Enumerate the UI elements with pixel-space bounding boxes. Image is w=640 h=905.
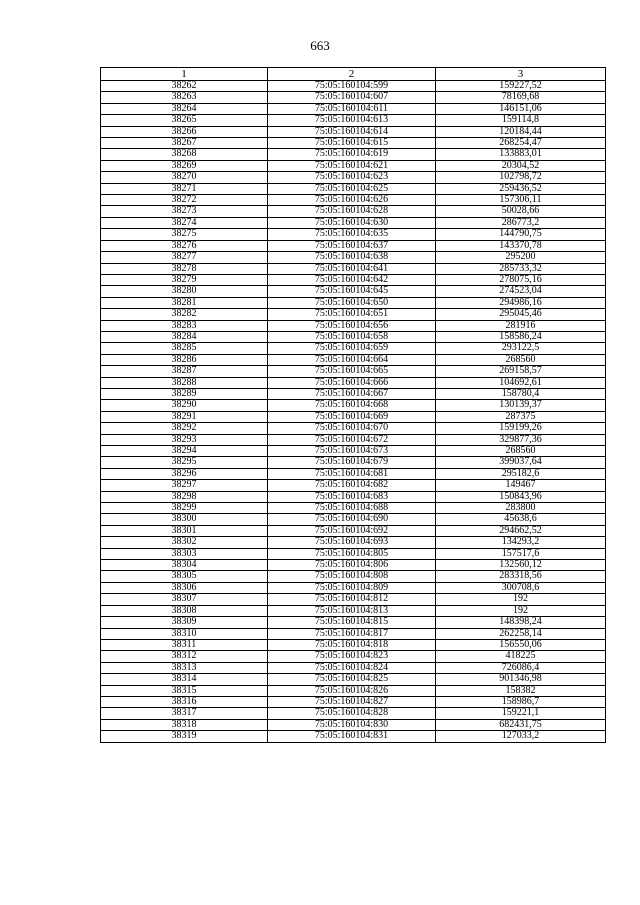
column-header-2: 2 [268,68,436,81]
table-row [101,582,606,593]
cadastral-number-cell: 75:05:160104:667 [268,388,436,399]
value-cell: 283318,56 [436,571,606,582]
value-cell: 157306,11 [436,195,606,206]
row-number-cell: 38296 [101,468,268,479]
table-row [101,731,606,742]
table-row [101,286,606,297]
table-row [101,366,606,377]
value-cell: 682431,75 [436,719,606,730]
table-row [101,149,606,160]
row-number-cell: 38267 [101,138,268,149]
value-cell: 262258,14 [436,628,606,639]
table-row [101,297,606,308]
value-cell: 158780,4 [436,388,606,399]
value-cell: 20304,52 [436,160,606,171]
cadastral-number-cell: 75:05:160104:625 [268,183,436,194]
cadastral-number-cell: 75:05:160104:626 [268,195,436,206]
value-cell: 268560 [436,446,606,457]
table-row [101,331,606,342]
row-number-cell: 38273 [101,206,268,217]
table-row [101,468,606,479]
table-row [101,411,606,422]
value-cell: 132560,12 [436,560,606,571]
value-cell: 157517,6 [436,548,606,559]
row-number-cell: 38315 [101,685,268,696]
table-row [101,309,606,320]
value-cell: 300708,6 [436,582,606,593]
cadastral-number-cell: 75:05:160104:658 [268,331,436,342]
table-row [101,388,606,399]
table-row [101,274,606,285]
cadastral-number-cell: 75:05:160104:813 [268,605,436,616]
row-number-cell: 38264 [101,103,268,114]
value-cell: 295182,6 [436,468,606,479]
row-number-cell: 38274 [101,217,268,228]
table-row [101,696,606,707]
value-cell: 50028,66 [436,206,606,217]
row-number-cell: 38297 [101,480,268,491]
row-number-cell: 38288 [101,377,268,388]
value-cell: 269158,57 [436,366,606,377]
table-row [101,685,606,696]
value-cell: 133883,01 [436,149,606,160]
row-number-cell: 38294 [101,446,268,457]
row-number-cell: 38281 [101,297,268,308]
value-cell: 294986,16 [436,297,606,308]
cadastral-number-cell: 75:05:160104:688 [268,503,436,514]
cadastral-number-cell: 75:05:160104:635 [268,229,436,240]
cadastral-number-cell: 75:05:160104:664 [268,354,436,365]
table-row [101,217,606,228]
page-number: 663 [310,38,330,53]
table-row [101,605,606,616]
cadastral-number-cell: 75:05:160104:651 [268,309,436,320]
value-cell: 158586,24 [436,331,606,342]
row-number-cell: 38265 [101,115,268,126]
value-cell: 120184,44 [436,126,606,137]
table-row [101,377,606,388]
cadastral-number-cell: 75:05:160104:659 [268,343,436,354]
value-cell: 148398,24 [436,617,606,628]
row-number-cell: 38295 [101,457,268,468]
cadastral-number-cell: 75:05:160104:808 [268,571,436,582]
table-row [101,263,606,274]
cadastral-number-cell: 75:05:160104:613 [268,115,436,126]
value-cell: 78169,68 [436,92,606,103]
row-number-cell: 38312 [101,651,268,662]
value-cell: 149467 [436,480,606,491]
value-cell: 295200 [436,252,606,263]
value-cell: 158986,7 [436,696,606,707]
table-header [101,68,606,81]
value-cell: 268560 [436,354,606,365]
table-row [101,195,606,206]
table-row [101,594,606,605]
value-cell: 418225 [436,651,606,662]
value-cell: 399037,64 [436,457,606,468]
row-number-cell: 38289 [101,388,268,399]
cadastral-number-cell: 75:05:160104:830 [268,719,436,730]
row-number-cell: 38304 [101,560,268,571]
table-row [101,172,606,183]
cadastral-number-cell: 75:05:160104:614 [268,126,436,137]
table-row [101,571,606,582]
table-row [101,674,606,685]
row-number-cell: 38300 [101,514,268,525]
row-number-cell: 38271 [101,183,268,194]
cadastral-number-cell: 75:05:160104:690 [268,514,436,525]
cadastral-number-cell: 75:05:160104:599 [268,81,436,92]
row-number-cell: 38310 [101,628,268,639]
row-number-cell: 38318 [101,719,268,730]
cadastral-number-cell: 75:05:160104:673 [268,446,436,457]
cadastral-number-cell: 75:05:160104:669 [268,411,436,422]
cadastral-number-cell: 75:05:160104:619 [268,149,436,160]
table-row [101,115,606,126]
cadastral-number-cell: 75:05:160104:683 [268,491,436,502]
cadastral-number-cell: 75:05:160104:812 [268,594,436,605]
row-number-cell: 38299 [101,503,268,514]
table-row [101,446,606,457]
cadastral-number-cell: 75:05:160104:679 [268,457,436,468]
row-number-cell: 38284 [101,331,268,342]
value-cell: 130139,37 [436,400,606,411]
value-cell: 281916 [436,320,606,331]
cadastral-number-cell: 75:05:160104:621 [268,160,436,171]
cadastral-number-cell: 75:05:160104:615 [268,138,436,149]
row-number-cell: 38307 [101,594,268,605]
table-row [101,160,606,171]
cadastral-number-cell: 75:05:160104:809 [268,582,436,593]
table-row [101,92,606,103]
cadastral-number-cell: 75:05:160104:681 [268,468,436,479]
value-cell: 192 [436,594,606,605]
cadastral-number-cell: 75:05:160104:628 [268,206,436,217]
table-row [101,126,606,137]
table-row [101,320,606,331]
cadastral-number-cell: 75:05:160104:682 [268,480,436,491]
table-row [101,354,606,365]
table-row [101,138,606,149]
cadastral-number-cell: 75:05:160104:638 [268,252,436,263]
header-row [101,68,606,81]
row-number-cell: 38280 [101,286,268,297]
table-row [101,240,606,251]
row-number-cell: 38306 [101,582,268,593]
row-number-cell: 38279 [101,274,268,285]
value-cell: 285733,32 [436,263,606,274]
row-number-cell: 38319 [101,731,268,742]
table-row [101,628,606,639]
row-number-cell: 38268 [101,149,268,160]
value-cell: 45638,6 [436,514,606,525]
cadastral-number-cell: 75:05:160104:670 [268,423,436,434]
value-cell: 102798,72 [436,172,606,183]
row-number-cell: 38290 [101,400,268,411]
cadastral-number-cell: 75:05:160104:823 [268,651,436,662]
table-row [101,651,606,662]
value-cell: 127033,2 [436,731,606,742]
column-header-3: 3 [436,68,606,81]
cadastral-number-cell: 75:05:160104:665 [268,366,436,377]
table-row [101,103,606,114]
row-number-cell: 38316 [101,696,268,707]
row-number-cell: 38272 [101,195,268,206]
column-header-1: 1 [101,68,268,81]
value-cell: 192 [436,605,606,616]
value-cell: 159199,26 [436,423,606,434]
value-cell: 259436,52 [436,183,606,194]
row-number-cell: 38317 [101,708,268,719]
value-cell: 278075,16 [436,274,606,285]
row-number-cell: 38314 [101,674,268,685]
value-cell: 726086,4 [436,662,606,673]
value-cell: 287375 [436,411,606,422]
value-cell: 158382 [436,685,606,696]
row-number-cell: 38283 [101,320,268,331]
cadastral-number-cell: 75:05:160104:805 [268,548,436,559]
row-number-cell: 38302 [101,537,268,548]
table-row [101,423,606,434]
row-number-cell: 38278 [101,263,268,274]
cadastral-number-cell: 75:05:160104:806 [268,560,436,571]
cadastral-number-cell: 75:05:160104:672 [268,434,436,445]
cadastral-number-cell: 75:05:160104:642 [268,274,436,285]
row-number-cell: 38275 [101,229,268,240]
table-row [101,183,606,194]
value-cell: 329877,36 [436,434,606,445]
value-cell: 144790,75 [436,229,606,240]
row-number-cell: 38270 [101,172,268,183]
row-number-cell: 38301 [101,525,268,536]
table-row [101,434,606,445]
row-number-cell: 38291 [101,411,268,422]
cadastral-number-cell: 75:05:160104:668 [268,400,436,411]
value-cell: 274523,04 [436,286,606,297]
value-cell: 294662,52 [436,525,606,536]
table-row [101,617,606,628]
row-number-cell: 38303 [101,548,268,559]
cadastral-number-cell: 75:05:160104:611 [268,103,436,114]
cadastral-number-cell: 75:05:160104:692 [268,525,436,536]
table-row [101,503,606,514]
cadastral-number-cell: 75:05:160104:650 [268,297,436,308]
table-row [101,252,606,263]
row-number-cell: 38287 [101,366,268,377]
table-row [101,480,606,491]
cadastral-number-cell: 75:05:160104:818 [268,639,436,650]
value-cell: 156550,06 [436,639,606,650]
table-row [101,639,606,650]
cadastral-number-cell: 75:05:160104:827 [268,696,436,707]
value-cell: 159227,52 [436,81,606,92]
table-row [101,514,606,525]
table-row [101,662,606,673]
value-cell: 159114,8 [436,115,606,126]
value-cell: 146151,06 [436,103,606,114]
cadastral-number-cell: 75:05:160104:656 [268,320,436,331]
row-number-cell: 38263 [101,92,268,103]
cadastral-number-cell: 75:05:160104:817 [268,628,436,639]
value-cell: 134293,2 [436,537,606,548]
table-row [101,537,606,548]
table-row [101,81,606,92]
cadastral-number-cell: 75:05:160104:641 [268,263,436,274]
table-row [101,457,606,468]
table-row [101,719,606,730]
row-number-cell: 38309 [101,617,268,628]
cadastral-number-cell: 75:05:160104:828 [268,708,436,719]
row-number-cell: 38266 [101,126,268,137]
cadastral-number-cell: 75:05:160104:623 [268,172,436,183]
row-number-cell: 38308 [101,605,268,616]
table-row [101,343,606,354]
cadastral-number-cell: 75:05:160104:815 [268,617,436,628]
value-cell: 150843,96 [436,491,606,502]
cadastral-number-cell: 75:05:160104:826 [268,685,436,696]
row-number-cell: 38313 [101,662,268,673]
cadastral-number-cell: 75:05:160104:693 [268,537,436,548]
cadastral-number-cell: 75:05:160104:824 [268,662,436,673]
table-body [101,81,606,743]
table-row [101,491,606,502]
value-cell: 901346,98 [436,674,606,685]
value-cell: 286773,2 [436,217,606,228]
table-row [101,206,606,217]
cadastral-number-cell: 75:05:160104:607 [268,92,436,103]
value-cell: 159221,1 [436,708,606,719]
row-number-cell: 38305 [101,571,268,582]
cadastral-number-cell: 75:05:160104:637 [268,240,436,251]
table-row [101,548,606,559]
row-number-cell: 38293 [101,434,268,445]
row-number-cell: 38286 [101,354,268,365]
value-cell: 295045,46 [436,309,606,320]
row-number-cell: 38282 [101,309,268,320]
value-cell: 104692,61 [436,377,606,388]
row-number-cell: 38298 [101,491,268,502]
value-cell: 293122,5 [436,343,606,354]
value-cell: 143370,78 [436,240,606,251]
data-table [100,67,606,743]
row-number-cell: 38276 [101,240,268,251]
table-row [101,229,606,240]
table-row [101,708,606,719]
table-row [101,525,606,536]
cadastral-number-cell: 75:05:160104:831 [268,731,436,742]
table-row [101,560,606,571]
cadastral-number-cell: 75:05:160104:825 [268,674,436,685]
row-number-cell: 38269 [101,160,268,171]
row-number-cell: 38277 [101,252,268,263]
value-cell: 283800 [436,503,606,514]
row-number-cell: 38285 [101,343,268,354]
row-number-cell: 38292 [101,423,268,434]
row-number-cell: 38311 [101,639,268,650]
cadastral-number-cell: 75:05:160104:666 [268,377,436,388]
value-cell: 268254,47 [436,138,606,149]
table-row [101,400,606,411]
row-number-cell: 38262 [101,81,268,92]
cadastral-number-cell: 75:05:160104:645 [268,286,436,297]
cadastral-number-cell: 75:05:160104:630 [268,217,436,228]
